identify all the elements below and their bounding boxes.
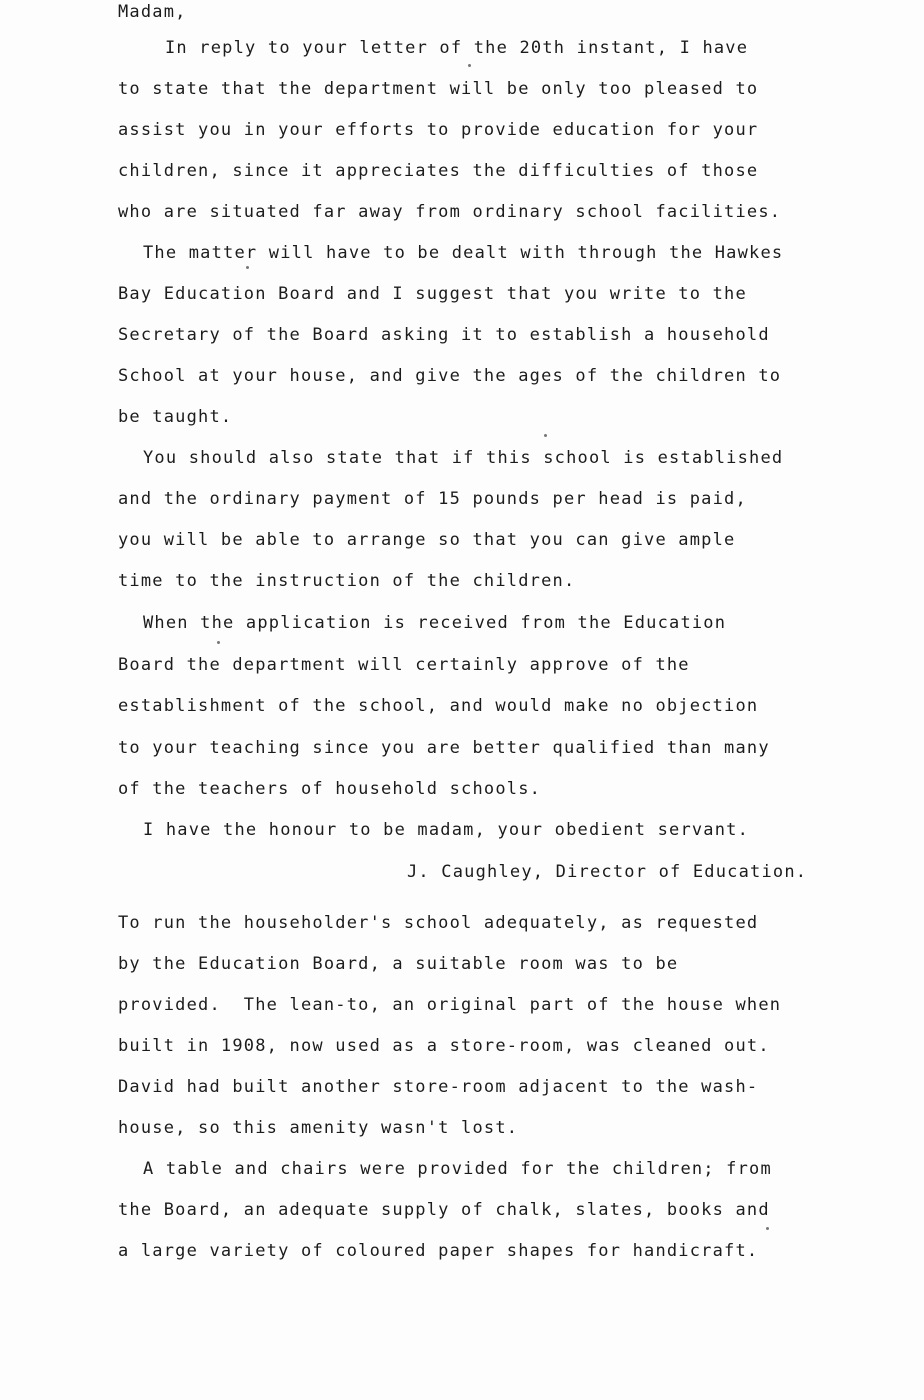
letter-p1-line: children, since it appreciates the difficulties of those (118, 161, 759, 181)
scan-speck (217, 641, 220, 644)
letter-p3-line: and the ordinary payment of 15 pounds per head is paid, (118, 489, 747, 509)
letter-p2-line: The matter will have to be dealt with through the Hawkes (143, 243, 784, 263)
letter-salutation: Madam, (118, 2, 187, 22)
narrative-p1-line: David had built another store-room adjacent to the wash- (118, 1077, 759, 1097)
scan-speck (468, 64, 471, 67)
narrative-p2-line: the Board, an adequate supply of chalk, slates, books and (118, 1200, 770, 1220)
narrative-p1-line: by the Education Board, a suitable room was to be (118, 954, 679, 974)
letter-p1-line: assist you in your efforts to provide education for your (118, 120, 759, 140)
letter-p4-line: of the teachers of household schools. (118, 779, 542, 799)
narrative-p1-line: built in 1908, now used as a store-room, was cleaned out. (118, 1036, 770, 1056)
letter-p2-line: Secretary of the Board asking it to establish a household (118, 325, 770, 345)
scan-speck (544, 434, 547, 437)
letter-p1-line: to state that the department will be only too pleased to (118, 79, 759, 99)
narrative-p1-line: house, so this amenity wasn't lost. (118, 1118, 519, 1138)
letter-p4-line: Board the department will certainly approve of the (118, 655, 690, 675)
letter-p4-line: establishment of the school, and would make no objection (118, 696, 759, 716)
narrative-p1-line: To run the householder's school adequately, as requested (118, 913, 759, 933)
letter-p3-line: time to the instruction of the children. (118, 571, 576, 591)
narrative-p2-line: a large variety of coloured paper shapes for handicraft. (118, 1241, 759, 1261)
narrative-p1-line: provided. The lean-to, an original part of the house when (118, 995, 782, 1015)
letter-signature: J. Caughley, Director of Education. (407, 862, 808, 882)
scan-speck (766, 1227, 769, 1230)
narrative-p2-line: A table and chairs were provided for the children; from (143, 1159, 772, 1179)
letter-p4-line: to your teaching since you are better qualified than many (118, 738, 770, 758)
letter-p1-line: who are situated far away from ordinary school facilities. (118, 202, 782, 222)
letter-p2-line: School at your house, and give the ages of the children to (118, 366, 782, 386)
letter-p3-line: You should also state that if this school is established (143, 448, 784, 468)
letter-p2-line: Bay Education Board and I suggest that you write to the (118, 284, 747, 304)
scan-speck (246, 266, 249, 269)
letter-p2-line: be taught. (118, 407, 233, 427)
letter-p1-line: In reply to your letter of the 20th instant, I have (165, 38, 749, 58)
letter-p4-line: When the application is received from the Education (143, 613, 727, 633)
letter-closing: I have the honour to be madam, your obedient servant. (143, 820, 750, 840)
letter-p3-line: you will be able to arrange so that you can give ample (118, 530, 736, 550)
